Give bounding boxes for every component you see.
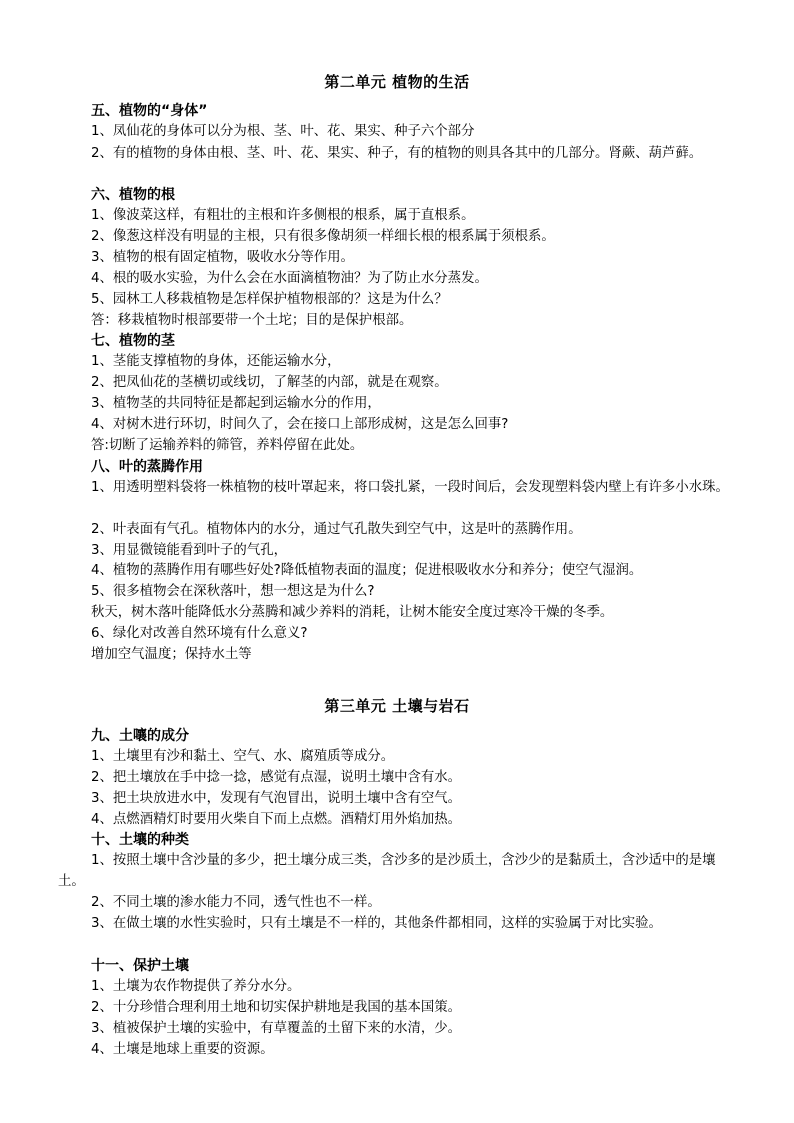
section-8-item-6: 6、绿化对改善自然环境有什么意义?: [91, 626, 308, 641]
section-7-item-2: 2、把凤仙花的茎横切或线切，了解茎的内部，就是在观察。: [91, 375, 448, 390]
section-8-item-2: 2、叶表面有气孔。植物体内的水分，通过气孔散失到空气中，这是叶的蒸腾作用。: [91, 522, 582, 537]
section-11-item-2: 2、十分珍惜合理利用土地和切实保护耕地是我国的基本国策。: [91, 1000, 462, 1015]
section-7-item-4: 4、对树木进行环切，时间久了，会在接口上部形成树，这是怎么回事?: [91, 417, 509, 432]
section-7-item-3: 3、植物茎的共同特征是都起到运输水分的作用，: [91, 396, 381, 411]
section-5-item-2: 2、有的植物的身体由根、茎、叶、花、果实、种子，有的植物的则具各其中的几部分。肾蕨、葫芦藓。: [91, 146, 703, 161]
section-10-item-3: 3、在做土壤的水性实验时，只有土壤是不一样的，其他条件都相同，这样的实验属于对比实验。: [91, 916, 662, 931]
section-6-item-2: 2、像葱这样没有明显的主根，只有很多像胡须一样细长根的根系属于须根系。: [91, 229, 555, 244]
section-7-heading: 七、植物的茎: [91, 333, 175, 349]
section-8-item-1: 1、用透明塑料袋将一株植物的枝叶罩起来，将口袋扎紧，一段时间后，会发现塑料袋内壁上有许多小水珠。: [91, 480, 729, 495]
section-11-item-1: 1、土壤为农作物提供了养分水分。: [91, 979, 301, 994]
section-7-item-1: 1、茎能支撑植物的身体，还能运输水分，: [91, 354, 341, 369]
section-11-heading: 十一、保护土壤: [91, 958, 189, 974]
section-8-item-3: 3、用显微镜能看到叶子的气孔，: [91, 543, 287, 558]
section-9-item-1: 1、土壤里有沙和黏土、空气、水、腐殖质等成分。: [91, 749, 395, 764]
section-10-item-2: 2、不同土壤的渗水能力不同，透气性也不一样。: [91, 895, 381, 910]
unit2-title: 第二单元 植物的生活: [324, 73, 470, 91]
section-6-heading: 六、植物的根: [91, 187, 175, 203]
section-7-answer: 答:切断了运输养料的筛管，养料停留在此处。: [91, 438, 364, 453]
section-8-item-5: 5、很多植物会在深秋落叶，想一想这是为什么?: [91, 584, 375, 599]
section-8-heading: 八、叶的蒸腾作用: [91, 459, 203, 475]
section-6-item-5: 5、园林工人移栽植物是怎样保护植物根部的？这是为什么？: [91, 292, 448, 307]
section-11-item-3: 3、植被保护土壤的实验中，有草覆盖的土留下来的水清，少。: [91, 1021, 462, 1036]
section-10-item-1: 1、按照土壤中含沙量的多少，把土壤分成三类，含沙多的是沙质土，含沙少的是黏质土，含沙适中的是壤土。: [58, 853, 716, 889]
section-5-item-1: 1、凤仙花的身体可以分为根、茎、叶、花、果实、种子六个部分: [91, 124, 475, 139]
section-11-item-4: 4、土壤是地球上重要的资源。: [91, 1042, 274, 1057]
unit3-title: 第三单元 土壤与岩石: [324, 697, 470, 715]
section-6-answer: 答：移栽植物时根部要带一个土坨；目的是保护根部。: [91, 313, 413, 328]
section-9-item-3: 3、把土块放进水中，发现有气泡冒出，说明土壤中含有空气。: [91, 791, 462, 806]
section-6-item-4: 4、根的吸水实验，为什么会在水面滴植物油？为了防止水分蒸发。: [91, 271, 488, 286]
section-6-item-3: 3、植物的根有固定植物，吸收水分等作用。: [91, 250, 354, 265]
section-5-heading: 五、植物的“身体”: [91, 103, 208, 119]
section-9-heading: 九、土嚷的成分: [91, 728, 189, 744]
section-8-answer-5: 秋天，树木落叶能降低水分蒸腾和减少养料的消耗，让树木能安全度过寒冷干燥的冬季。: [91, 605, 614, 620]
section-6-item-1: 1、像波菜这样，有粗壮的主根和许多侧根的根系，属于直根系。: [91, 208, 475, 223]
section-10-heading: 十、土壤的种类: [91, 832, 189, 848]
section-8-answer-6: 增加空气温度；保持水土等: [91, 647, 252, 662]
section-9-item-2: 2、把土壤放在手中捻一捻，感觉有点湿，说明土壤中含有水。: [91, 770, 462, 785]
section-9-item-4: 4、点燃酒精灯时要用火柴自下而上点燃。酒精灯用外焰加热。: [91, 812, 462, 827]
section-8-item-4: 4、植物的蒸腾作用有哪些好处?降低植物表面的温度；促进根吸收水分和养分；使空气湿润。: [91, 563, 643, 578]
